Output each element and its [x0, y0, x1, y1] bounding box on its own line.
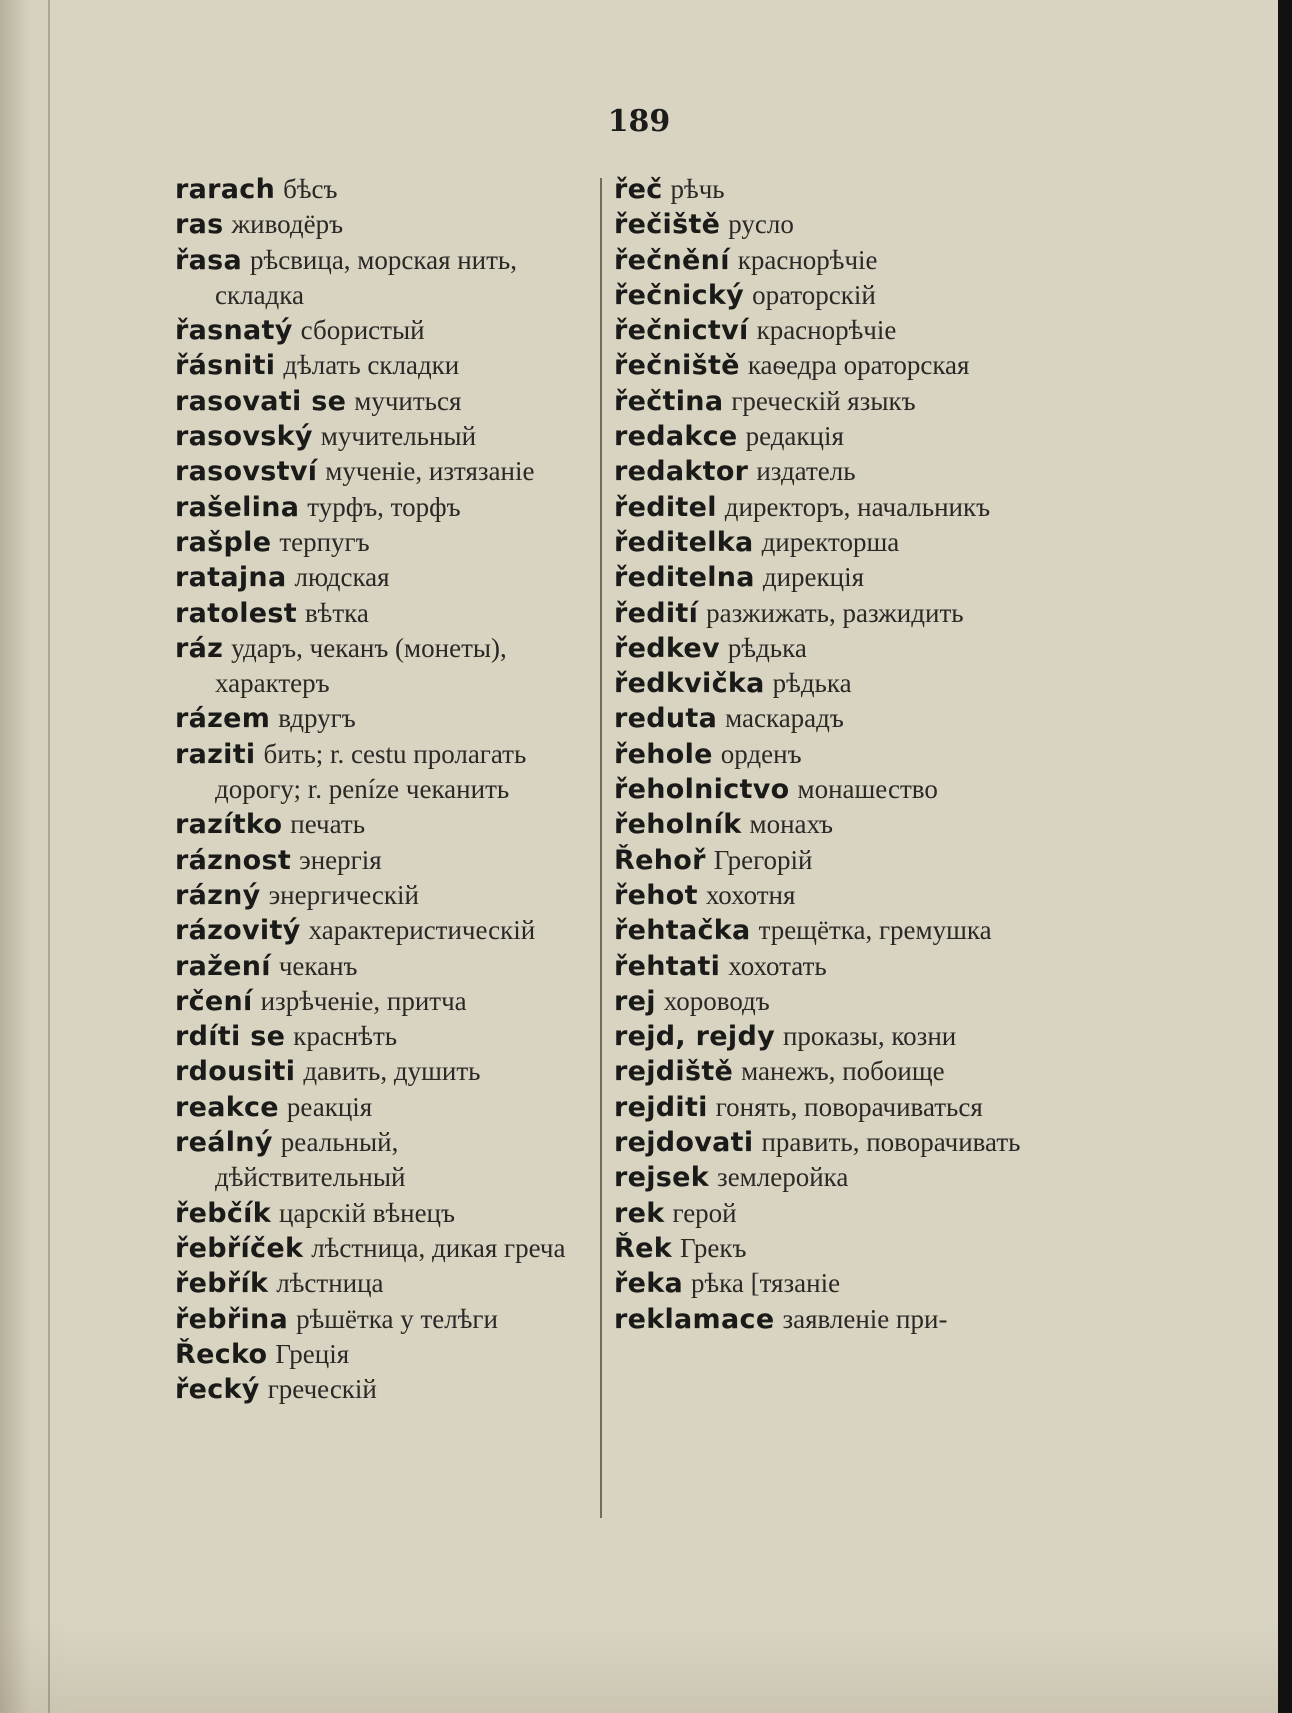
- headword: řebříček: [175, 1232, 304, 1264]
- dictionary-entry: [614, 878, 1034, 913]
- dictionary-entry: [614, 596, 1034, 631]
- translation: рѣсвица, морская нить, складка: [215, 244, 517, 310]
- translation: монашество: [797, 774, 938, 805]
- dictionary-entry: [175, 843, 595, 878]
- translation: директоръ, начальникъ: [724, 491, 991, 522]
- dictionary-entry: [614, 701, 1034, 736]
- headword: ředitelna: [614, 562, 755, 594]
- translation: хохотня: [705, 879, 796, 910]
- dictionary-entry: [175, 737, 595, 808]
- headword: ratolest: [175, 597, 297, 629]
- dictionary-entry: [614, 631, 1034, 666]
- dictionary-entry: [175, 1302, 595, 1337]
- dictionary-entry: [614, 1125, 1034, 1160]
- dictionary-entry: [614, 1231, 1034, 1266]
- translation: ударъ, чеканъ (монеты), характеръ: [215, 632, 507, 699]
- translation: мученіе, изтязаніе: [325, 456, 535, 487]
- headword: redakce: [614, 421, 738, 453]
- column-divider: [600, 178, 602, 1518]
- headword: rasovský: [175, 421, 313, 453]
- translation: ораторскій: [752, 279, 876, 310]
- headword: řehtati: [614, 950, 721, 982]
- headword: redaktor: [614, 456, 749, 488]
- headword: ražení: [175, 950, 271, 982]
- translation: землеройка: [717, 1162, 849, 1193]
- headword: ředitelka: [614, 526, 754, 558]
- headword: rašple: [175, 526, 272, 558]
- translation: давить, душить: [303, 1056, 481, 1087]
- translation: энергія: [299, 844, 382, 875]
- translation: рѣдька: [772, 668, 852, 699]
- translation: терпугъ: [279, 526, 370, 557]
- headword: řeka: [614, 1268, 684, 1300]
- headword: řeč: [614, 174, 663, 205]
- headword: rasovství: [175, 456, 318, 488]
- dictionary-entry: [175, 807, 595, 842]
- headword: rašelina: [175, 491, 300, 523]
- headword: řeholník: [614, 809, 742, 841]
- translation: мучиться: [354, 385, 462, 416]
- dictionary-entry: [614, 1266, 1034, 1301]
- dictionary-entry: [614, 1160, 1034, 1195]
- headword: řecký: [175, 1374, 260, 1406]
- dictionary-entry: [175, 1054, 595, 1089]
- dictionary-entry: [614, 419, 1034, 454]
- headword: rek: [614, 1197, 665, 1229]
- dictionary-entry: [614, 1090, 1034, 1125]
- headword: rejd, rejdy: [614, 1021, 775, 1053]
- left-column: [175, 172, 595, 1407]
- headword: rčení: [175, 985, 253, 1017]
- dictionary-entry: [175, 172, 595, 207]
- translation: краснорѣчіе: [756, 315, 897, 346]
- headword: řehtačka: [614, 915, 751, 947]
- headword: řásniti: [175, 350, 276, 382]
- dictionary-entry: [614, 807, 1034, 842]
- translation: разжижать, разжидить: [706, 597, 964, 628]
- dictionary-entry: [175, 1337, 595, 1372]
- translation: людская: [294, 562, 390, 593]
- headword: rejdovati: [614, 1127, 754, 1159]
- translation: лѣстница: [276, 1268, 384, 1299]
- headword: rdíti se: [175, 1021, 286, 1053]
- translation: издатель: [756, 456, 856, 487]
- dictionary-entry: [175, 1125, 595, 1196]
- dictionary-entry: [614, 1054, 1034, 1089]
- dictionary-entry: [175, 878, 595, 913]
- dictionary-entry: [175, 1372, 595, 1407]
- dictionary-entry: [614, 490, 1034, 525]
- dictionary-entry: [614, 278, 1034, 313]
- headword: rázem: [175, 703, 271, 735]
- headword: rejditi: [614, 1091, 708, 1123]
- translation: лѣстница, дикая греча: [311, 1232, 566, 1263]
- dictionary-entry: [175, 596, 595, 631]
- dictionary-entry: [175, 560, 595, 595]
- page-number: 189: [607, 104, 671, 139]
- translation: манежъ, побоище: [741, 1056, 945, 1087]
- translation: турфъ, торфъ: [307, 491, 461, 522]
- translation: монахъ: [749, 809, 833, 840]
- headword: řečnický: [614, 279, 745, 311]
- translation: реальный, дѣйствительный: [215, 1127, 406, 1193]
- translation: энергическій: [268, 879, 419, 910]
- dictionary-entry: [614, 1302, 1034, 1337]
- dictionary-entry: [175, 454, 595, 489]
- dictionary-entry: [175, 949, 595, 984]
- dictionary-entry: [175, 984, 595, 1019]
- translation: Грегорій: [713, 844, 813, 875]
- headword: řasnatý: [175, 315, 293, 347]
- headword: rdousiti: [175, 1056, 296, 1088]
- headword: rázovitý: [175, 915, 301, 947]
- headword: řebčík: [175, 1197, 271, 1229]
- dictionary-entry: [614, 949, 1034, 984]
- dictionary-entry: [614, 1019, 1034, 1054]
- translation: вдругъ: [278, 703, 356, 734]
- translation: царскій вѣнецъ: [278, 1197, 455, 1228]
- dictionary-entry: [614, 913, 1034, 948]
- translation: изрѣченіе, притча: [260, 985, 467, 1016]
- translation: маскарадъ: [725, 703, 844, 734]
- translation: рѣчь: [670, 174, 725, 204]
- headword: ředití: [614, 597, 699, 629]
- translation: греческій: [267, 1374, 377, 1405]
- dictionary-entry: [614, 454, 1034, 489]
- translation: бѣсъ: [283, 174, 338, 204]
- translation: мучительный: [320, 421, 477, 452]
- headword: ras: [175, 209, 224, 241]
- translation: греческій языкъ: [731, 385, 916, 416]
- headword: reálný: [175, 1127, 273, 1159]
- translation: Греція: [275, 1338, 350, 1369]
- translation: хороводъ: [663, 985, 770, 1016]
- translation: чеканъ: [278, 950, 358, 981]
- dictionary-entry: [175, 313, 595, 348]
- translation: хохотать: [728, 950, 827, 981]
- dictionary-entry: [175, 384, 595, 419]
- translation: каѳедра ораторская: [747, 350, 970, 381]
- translation: краснорѣчіе: [737, 244, 878, 275]
- headword: ředkev: [614, 632, 720, 664]
- headword: Řehoř: [614, 844, 706, 876]
- dictionary-entry: [175, 490, 595, 525]
- headword: ráz: [175, 632, 224, 664]
- translation: гонять, поворачиваться: [715, 1091, 983, 1122]
- translation: редакція: [745, 421, 844, 452]
- dictionary-entry: [614, 313, 1034, 348]
- translation: править, поворачивать: [761, 1127, 1021, 1158]
- headword: rasovati se: [175, 385, 347, 417]
- dictionary-entry: [175, 525, 595, 560]
- dictionary-entry: [614, 1196, 1034, 1231]
- translation: дѣлать складки: [283, 350, 460, 381]
- headword: rej: [614, 985, 656, 1017]
- dictionary-entry: [175, 348, 595, 383]
- headword: raziti: [175, 738, 256, 770]
- dictionary-entry: [614, 243, 1034, 278]
- dictionary-entry: [614, 207, 1034, 242]
- dictionary-entry: [614, 984, 1034, 1019]
- headword: řehole: [614, 738, 713, 770]
- headword: Řek: [614, 1232, 672, 1264]
- translation: русло: [728, 209, 794, 240]
- dictionary-entry: [175, 1266, 595, 1301]
- headword: ředitel: [614, 491, 717, 523]
- dictionary-entry: [175, 1090, 595, 1125]
- dictionary-entry: [614, 348, 1034, 383]
- dictionary-entry: [175, 1019, 595, 1054]
- headword: řehot: [614, 879, 698, 911]
- translation: реакція: [286, 1091, 373, 1122]
- dictionary-entry: [614, 772, 1034, 807]
- headword: rázný: [175, 879, 261, 911]
- translation: проказы, козни: [782, 1021, 957, 1052]
- translation: вѣтка: [304, 597, 369, 628]
- dictionary-entry: [614, 384, 1034, 419]
- dictionary-entry: [614, 560, 1034, 595]
- dictionary-entry: [175, 631, 595, 702]
- dictionary-entry: [175, 701, 595, 736]
- page-edge: [1278, 0, 1292, 1713]
- translation: орденъ: [720, 738, 802, 769]
- translation: рѣка [тязаніе: [691, 1268, 841, 1299]
- translation: печать: [290, 809, 366, 840]
- dictionary-entry: [175, 1196, 595, 1231]
- translation: директорша: [761, 526, 900, 557]
- headword: řečniště: [614, 350, 740, 382]
- translation: сбористый: [300, 315, 425, 346]
- dictionary-entry: [614, 737, 1034, 772]
- binding-gutter: [0, 0, 50, 1713]
- translation: живодёръ: [231, 209, 344, 240]
- dictionary-entry: [614, 843, 1034, 878]
- dictionary-entry: [175, 1231, 595, 1266]
- dictionary-entry: [614, 666, 1034, 701]
- headword: reakce: [175, 1091, 279, 1123]
- translation: рѣдька: [727, 632, 807, 663]
- headword: řebřina: [175, 1303, 289, 1335]
- headword: ředkvička: [614, 668, 765, 700]
- headword: reduta: [614, 703, 718, 735]
- dictionary-entry: [175, 913, 595, 948]
- translation: Грекъ: [679, 1232, 747, 1263]
- dictionary-entry: [175, 207, 595, 242]
- headword: rejdiště: [614, 1056, 734, 1088]
- dictionary-entry: [614, 172, 1034, 207]
- dictionary-entry: [175, 243, 595, 314]
- headword: řečtina: [614, 385, 724, 417]
- headword: rarach: [175, 174, 276, 205]
- translation: герой: [672, 1197, 737, 1228]
- headword: razítko: [175, 809, 283, 841]
- translation: трещётка, гремушка: [758, 915, 992, 946]
- headword: řečnění: [614, 244, 730, 276]
- headword: řeholnictvo: [614, 774, 790, 806]
- translation: рѣшётка у телѣги: [296, 1303, 498, 1334]
- translation: бить; r. cestu пролагать дорогу; r. peníze чеканить: [215, 738, 527, 805]
- headword: rejsek: [614, 1162, 710, 1194]
- headword: Řecko: [175, 1338, 268, 1370]
- translation: заявленіе при-: [782, 1303, 948, 1334]
- headword: ratajna: [175, 562, 287, 594]
- right-column: [614, 172, 1034, 1337]
- headword: řasa: [175, 244, 243, 276]
- headword: řebřík: [175, 1268, 269, 1300]
- headword: řečnictví: [614, 315, 749, 347]
- dictionary-entry: [614, 525, 1034, 560]
- translation: дирекція: [762, 562, 864, 593]
- headword: reklamace: [614, 1303, 775, 1335]
- headword: ráznost: [175, 844, 292, 876]
- translation: краснѣть: [293, 1021, 398, 1052]
- translation: характеристическій: [308, 915, 536, 946]
- dictionary-entry: [175, 419, 595, 454]
- headword: řečiště: [614, 209, 721, 241]
